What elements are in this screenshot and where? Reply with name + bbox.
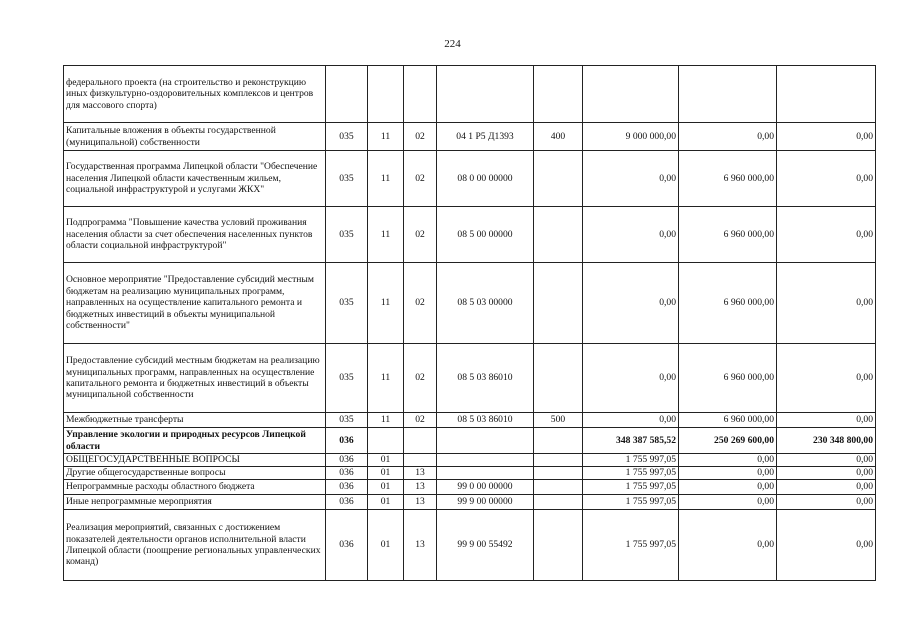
row-expense-type-cell: 500 xyxy=(534,413,583,428)
table-row xyxy=(64,344,876,413)
row-subsection-cell: 13 xyxy=(404,510,437,581)
row-expense-type-cell xyxy=(534,151,583,207)
row-subsection-cell: 02 xyxy=(404,123,437,151)
row-amount-year2-cell: 6 960 000,00 xyxy=(679,263,777,344)
row-amount-year2-cell: 6 960 000,00 xyxy=(679,344,777,413)
row-expense-type-cell xyxy=(534,495,583,510)
table-row xyxy=(64,428,876,454)
row-amount-year3-cell: 0,00 xyxy=(777,263,876,344)
row-name-cell: Непрограммные расходы областного бюджета xyxy=(64,480,326,495)
row-gr-code-cell: 035 xyxy=(326,344,368,413)
row-subsection-cell xyxy=(404,428,437,454)
table-row xyxy=(64,413,876,428)
row-amount-year3-cell: 0,00 xyxy=(777,467,876,480)
table-row xyxy=(64,263,876,344)
row-amount-year2-cell: 0,00 xyxy=(679,510,777,581)
row-gr-code-cell: 036 xyxy=(326,495,368,510)
table-row xyxy=(64,207,876,263)
table-row xyxy=(64,495,876,510)
row-expense-type-cell xyxy=(534,344,583,413)
row-amount-year3-cell: 0,00 xyxy=(777,480,876,495)
row-amount-year1-cell: 348 387 585,52 xyxy=(583,428,679,454)
row-amount-year3-cell: 0,00 xyxy=(777,151,876,207)
row-section-cell: 11 xyxy=(368,151,404,207)
row-amount-year2-cell: 0,00 xyxy=(679,123,777,151)
row-section-cell: 01 xyxy=(368,480,404,495)
table-row xyxy=(64,467,876,480)
row-expense-type-cell: 400 xyxy=(534,123,583,151)
row-target-article-cell: 08 5 03 86010 xyxy=(437,344,534,413)
row-gr-code-cell: 035 xyxy=(326,207,368,263)
row-target-article-cell: 99 9 00 00000 xyxy=(437,495,534,510)
row-expense-type-cell xyxy=(534,263,583,344)
row-section-cell: 11 xyxy=(368,263,404,344)
row-name-cell: ОБЩЕГОСУДАРСТВЕННЫЕ ВОПРОСЫ xyxy=(64,454,326,467)
table-row xyxy=(64,480,876,495)
row-expense-type-cell xyxy=(534,480,583,495)
row-target-article-cell: 08 5 03 86010 xyxy=(437,413,534,428)
row-subsection-cell: 02 xyxy=(404,413,437,428)
row-gr-code-cell: 035 xyxy=(326,123,368,151)
row-subsection-cell: 02 xyxy=(404,263,437,344)
row-amount-year3-cell: 0,00 xyxy=(777,207,876,263)
row-amount-year1-cell: 1 755 997,05 xyxy=(583,495,679,510)
row-name-cell: Управление экологии и природных ресурсов Липецкой области xyxy=(64,428,326,454)
row-target-article-cell: 08 5 00 00000 xyxy=(437,207,534,263)
row-amount-year3-cell: 0,00 xyxy=(777,123,876,151)
row-amount-year3-cell: 0,00 xyxy=(777,510,876,581)
row-name-cell: Другие общегосударственные вопросы xyxy=(64,467,326,480)
row-subsection-cell xyxy=(404,454,437,467)
row-amount-year2-cell xyxy=(679,66,777,123)
row-section-cell: 11 xyxy=(368,123,404,151)
row-amount-year1-cell: 1 755 997,05 xyxy=(583,480,679,495)
row-expense-type-cell xyxy=(534,467,583,480)
row-amount-year1-cell: 0,00 xyxy=(583,344,679,413)
row-expense-type-cell xyxy=(534,207,583,263)
row-gr-code-cell: 035 xyxy=(326,263,368,344)
table-row xyxy=(64,151,876,207)
row-amount-year1-cell: 1 755 997,05 xyxy=(583,454,679,467)
row-gr-code-cell: 036 xyxy=(326,454,368,467)
row-amount-year1-cell: 9 000 000,00 xyxy=(583,123,679,151)
row-amount-year1-cell: 0,00 xyxy=(583,413,679,428)
row-name-cell: Предоставление субсидий местным бюджетам на реализацию муниципальных программ, направленных на осуществление капитального ремонта и бюджетных инвестиций в объекты муниципальной собственности xyxy=(64,344,326,413)
row-name-cell: Межбюджетные трансферты xyxy=(64,413,326,428)
row-section-cell: 01 xyxy=(368,510,404,581)
row-target-article-cell xyxy=(437,66,534,123)
row-gr-code-cell: 036 xyxy=(326,510,368,581)
row-section-cell: 11 xyxy=(368,207,404,263)
row-amount-year2-cell: 0,00 xyxy=(679,480,777,495)
row-amount-year2-cell: 0,00 xyxy=(679,454,777,467)
table-row xyxy=(64,123,876,151)
row-gr-code-cell: 035 xyxy=(326,151,368,207)
row-name-cell: Государственная программа Липецкой области "Обеспечение населения Липецкой области качественным жильем, социальной инфраструктурой и услугами ЖКХ" xyxy=(64,151,326,207)
row-expense-type-cell xyxy=(534,66,583,123)
row-target-article-cell: 99 0 00 00000 xyxy=(437,480,534,495)
table-row xyxy=(64,454,876,467)
row-name-cell: Иные непрограммные мероприятия xyxy=(64,495,326,510)
budget-table xyxy=(63,65,876,581)
row-gr-code-cell xyxy=(326,66,368,123)
row-subsection-cell: 02 xyxy=(404,207,437,263)
row-expense-type-cell xyxy=(534,510,583,581)
row-subsection-cell xyxy=(404,66,437,123)
row-amount-year1-cell: 0,00 xyxy=(583,207,679,263)
row-amount-year2-cell: 250 269 600,00 xyxy=(679,428,777,454)
row-amount-year3-cell: 0,00 xyxy=(777,495,876,510)
table-row xyxy=(64,66,876,123)
row-subsection-cell: 13 xyxy=(404,480,437,495)
row-amount-year2-cell: 0,00 xyxy=(679,495,777,510)
row-amount-year3-cell xyxy=(777,66,876,123)
row-name-cell: федерального проекта (на строительство и реконструкцию иных физкультурно-оздоровительных комплексов и центров для массового спорта) xyxy=(64,66,326,123)
row-amount-year2-cell: 6 960 000,00 xyxy=(679,207,777,263)
row-name-cell: Подпрограмма "Повышение качества условий проживания населения области за счет обеспечения населенных пунктов области социальной инфраструктурой" xyxy=(64,207,326,263)
row-amount-year3-cell: 230 348 800,00 xyxy=(777,428,876,454)
row-target-article-cell xyxy=(437,428,534,454)
row-name-cell: Основное мероприятие "Предоставление субсидий местным бюджетам на реализацию муниципальных программ, направленных на осуществление капитального ремонта и бюджетных инвестиций в объекты муниципальной собственности" xyxy=(64,263,326,344)
row-amount-year1-cell: 0,00 xyxy=(583,263,679,344)
table-row xyxy=(64,510,876,581)
row-target-article-cell xyxy=(437,467,534,480)
row-expense-type-cell xyxy=(534,454,583,467)
row-gr-code-cell: 036 xyxy=(326,467,368,480)
row-amount-year3-cell: 0,00 xyxy=(777,413,876,428)
row-section-cell: 01 xyxy=(368,495,404,510)
row-target-article-cell: 08 0 00 00000 xyxy=(437,151,534,207)
row-section-cell xyxy=(368,66,404,123)
page-number: 224 xyxy=(444,38,461,50)
row-amount-year1-cell: 1 755 997,05 xyxy=(583,510,679,581)
row-subsection-cell: 13 xyxy=(404,495,437,510)
table-body xyxy=(64,66,876,581)
row-amount-year2-cell: 6 960 000,00 xyxy=(679,413,777,428)
row-amount-year2-cell: 0,00 xyxy=(679,467,777,480)
row-gr-code-cell: 036 xyxy=(326,480,368,495)
row-section-cell: 01 xyxy=(368,454,404,467)
row-subsection-cell: 13 xyxy=(404,467,437,480)
row-target-article-cell: 04 1 P5 Д1393 xyxy=(437,123,534,151)
row-amount-year1-cell xyxy=(583,66,679,123)
row-name-cell: Реализация мероприятий, связанных с достижением показателей деятельности органов исполнительной власти Липецкой области (поощрение региональных управленческих команд) xyxy=(64,510,326,581)
row-amount-year3-cell: 0,00 xyxy=(777,344,876,413)
row-subsection-cell: 02 xyxy=(404,151,437,207)
row-expense-type-cell xyxy=(534,428,583,454)
row-section-cell xyxy=(368,428,404,454)
row-amount-year2-cell: 6 960 000,00 xyxy=(679,151,777,207)
row-section-cell: 01 xyxy=(368,467,404,480)
row-subsection-cell: 02 xyxy=(404,344,437,413)
row-target-article-cell xyxy=(437,454,534,467)
row-target-article-cell: 08 5 03 00000 xyxy=(437,263,534,344)
row-name-cell: Капитальные вложения в объекты государственной (муниципальной) собственности xyxy=(64,123,326,151)
row-amount-year1-cell: 0,00 xyxy=(583,151,679,207)
row-section-cell: 11 xyxy=(368,413,404,428)
row-section-cell: 11 xyxy=(368,344,404,413)
row-target-article-cell: 99 9 00 55492 xyxy=(437,510,534,581)
row-amount-year1-cell: 1 755 997,05 xyxy=(583,467,679,480)
row-amount-year3-cell: 0,00 xyxy=(777,454,876,467)
row-gr-code-cell: 035 xyxy=(326,413,368,428)
row-gr-code-cell: 036 xyxy=(326,428,368,454)
